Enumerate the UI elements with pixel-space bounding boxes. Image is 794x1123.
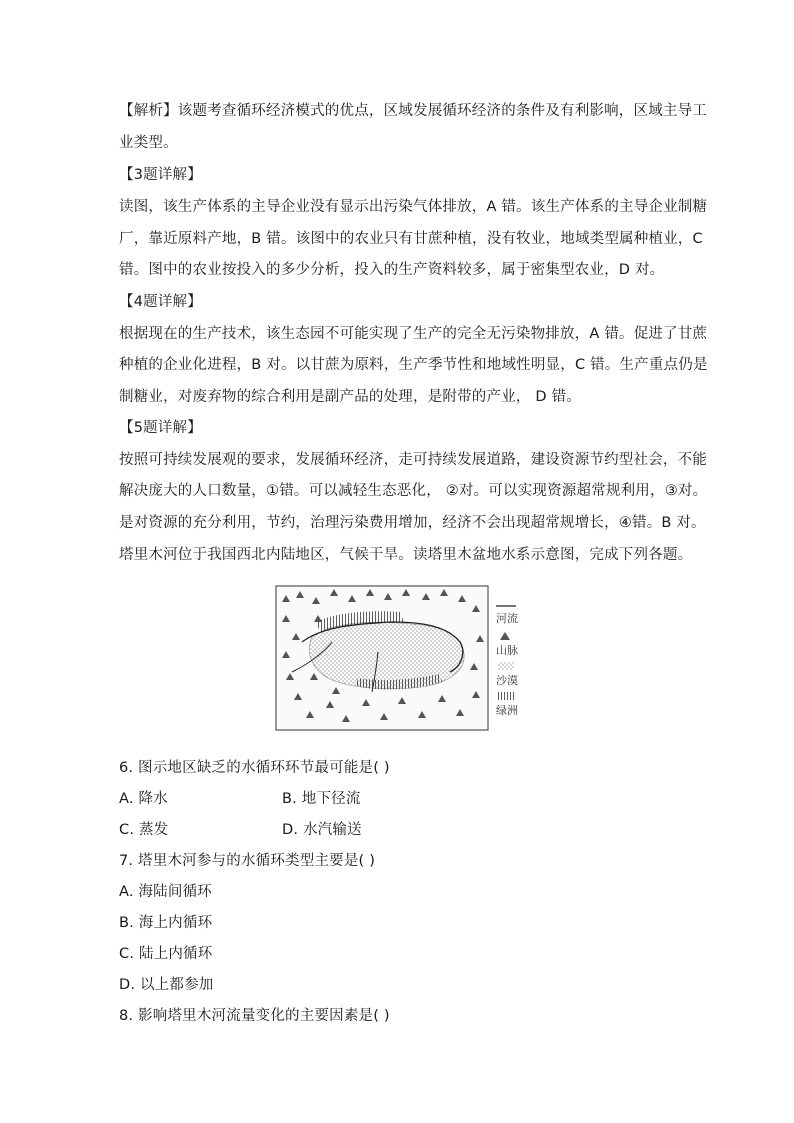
analysis-line-2: 业类型。 (119, 135, 178, 151)
intro-text: 塔里木河位于我国西北内陆地区，气候干旱。读塔里木盆地水系示意图，完成下列各题。 (119, 547, 693, 563)
legend-oasis-symbol (498, 692, 514, 700)
q3-header: 【3题详解】 (119, 167, 202, 183)
q6-option-b: B. 地下径流 (282, 791, 361, 807)
legend-mountain-label: 山脉 (496, 644, 518, 657)
q4-line-3: 制糖业，对废弃物的综合利用是副产品的处理，是附带的产业， D 错。 (119, 389, 581, 405)
q7-option-c: C. 陆上内循环 (119, 946, 213, 962)
q5-line-2: 解决庞大的人口数量，①错。可以减轻生态恶化， ②对。可以实现资源超常规利用，③对。 (119, 483, 708, 499)
q4-line-2: 种植的企业化进程，B 对。以甘蔗为原料，生产季节性和地域性明显，C 错。生产重点仍是 (119, 357, 708, 373)
map-legend (496, 606, 518, 717)
q5-header: 【5题详解】 (119, 420, 202, 436)
legend-oasis-label: 绿洲 (496, 704, 518, 717)
legend-desert-label: 沙漠 (496, 674, 518, 687)
q6-stem: 6. 图示地区缺乏的水循环环节最可能是( ) (119, 760, 390, 776)
q7-option-b: B. 海上内循环 (119, 915, 213, 931)
q6-option-a: A. 降水 (119, 791, 168, 807)
q4-line-1: 根据现在的生产技术，该生态园不可能实现了生产的完全无污染物排放，A 错。促进了甘蔗 (119, 326, 708, 342)
analysis-line-1: 【解析】该题考查循环经济模式的优点，区域发展循环经济的条件及有利影响，区域主导工 (119, 103, 707, 119)
tarim-basin-map (272, 582, 524, 734)
q8-stem: 8. 影响塔里木河流量变化的主要因素是( ) (119, 1008, 390, 1024)
q3-line-2: 厂，靠近原料产地，B 错。该图中的农业只有甘蔗种植，没有牧业，地域类型属种植业，C (119, 231, 703, 247)
legend-desert-symbol (498, 662, 514, 670)
q7-option-a: A. 海陆间循环 (119, 884, 212, 900)
legend-river-label: 河流 (496, 612, 518, 625)
q5-line-1: 按照可持续发展观的要求，发展循环经济，走可持续发展道路，建设资源节约型社会，不能 (119, 452, 707, 468)
q3-line-3: 错。图中的农业按投入的多少分析，投入的生产资料较多，属于密集型农业，D 对。 (119, 262, 665, 278)
q5-line-3: 是对资源的充分利用，节约，治理污染费用增加，经济不会出现超常规增长，④错。B 对。 (119, 515, 706, 531)
q6-option-d: D. 水汽输送 (282, 822, 362, 838)
q4-header: 【4题详解】 (119, 294, 202, 310)
q7-stem: 7. 塔里木河参与的水循环类型主要是( ) (119, 853, 376, 869)
q7-option-d: D. 以上都参加 (119, 977, 214, 993)
legend-mountain-symbol (500, 632, 510, 640)
q3-line-1: 读图，该生产体系的主导企业没有显示出污染气体排放，A 错。该生产体系的主导企业制糖 (119, 199, 708, 215)
q6-option-c: C. 蒸发 (119, 822, 169, 838)
